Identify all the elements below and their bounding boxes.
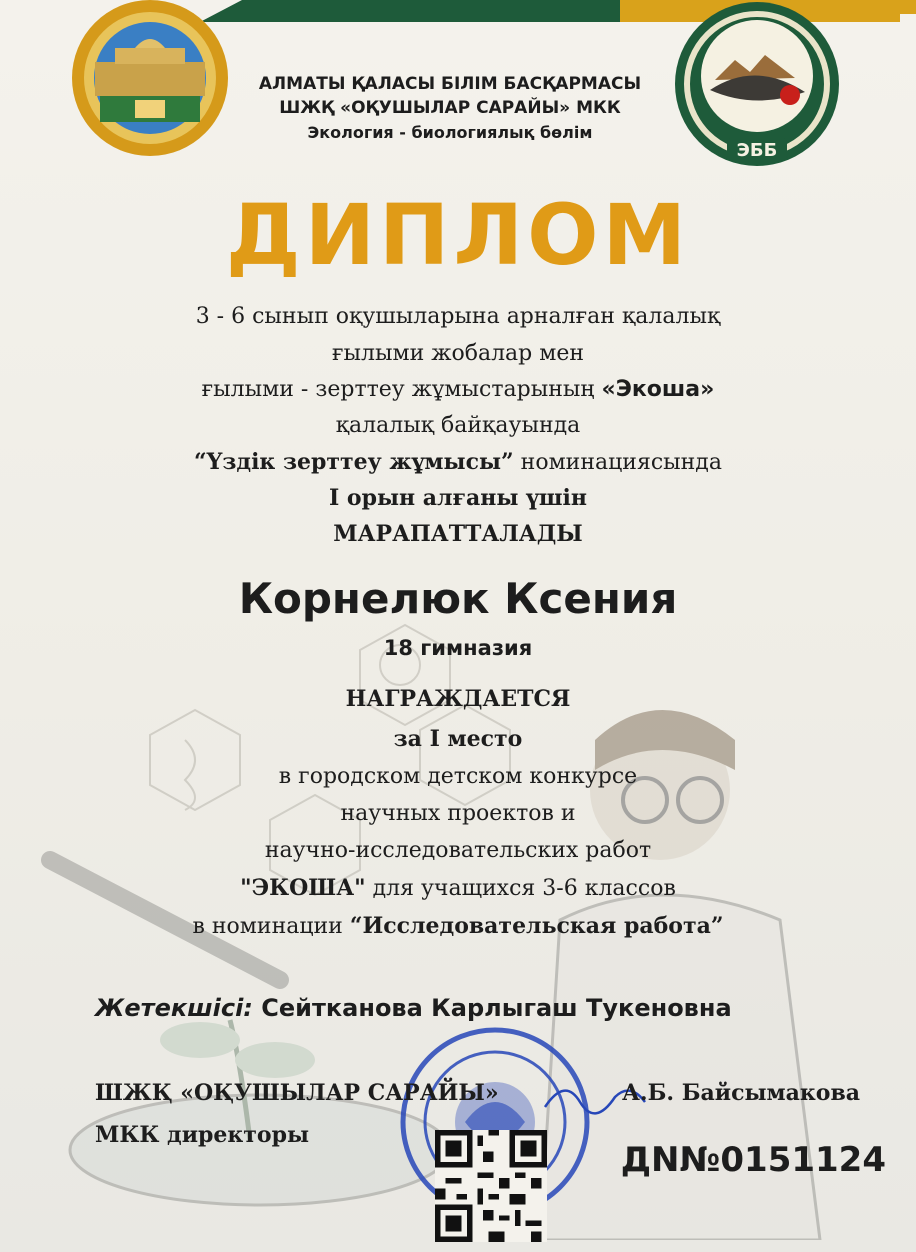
ru-line-6-plain: для учащихся 3-6 классов [365,876,676,901]
ru-place: за I место [393,726,523,752]
diploma-title: ДИПЛОМ [225,186,691,284]
ru-line-5: научно-исследовательских работ [264,838,652,863]
kz-line-4: қалалық байқауында [335,413,581,438]
org-line-1: АЛМАТЫ ҚАЛАСЫ БІЛІМ БАСҚАРМАСЫ [258,74,642,94]
director-org: ШЖҚ «ОҚУШЫЛАР САРАЙЫ» [95,1080,499,1106]
supervisor-name: Сейтканова Карлыгаш Тукеновна [252,994,732,1022]
director-name: А.Б. Байсымакова [622,1080,860,1106]
palace-emblem-logo [55,0,245,160]
kz-nomination: “Үздік зерттеу жұмысы” [194,449,514,475]
ru-awarded: НАГРАЖДАЕТСЯ [345,686,571,712]
qr-code [435,1130,547,1242]
kz-line-3-plain: ғылыми - зерттеу жұмыстарының [201,377,602,402]
ru-line-6 [0,875,916,901]
ru-line-7-plain: в номинации [192,914,350,939]
org-line-3: Экология - биологиялық бөлім [307,123,593,142]
kz-line-1: 3 - 6 сынып оқушыларына арналған қалалық [195,304,721,329]
ru-line-3: в городском детском конкурсе [278,764,638,789]
ebb-emblem-label: ЭББ [736,140,778,161]
kz-line-2: ғылыми жобалар мен [331,341,585,366]
kz-line-3-bold: «Экоша» [601,377,715,402]
recipient-name: Корнелюк Ксения [238,574,678,623]
kz-awarded: МАРАПАТТАЛАДЫ [333,521,583,547]
org-line-2: ШЖҚ «ОҚУШЫЛАР САРАЙЫ» МКК [279,98,621,118]
supervisor-label: Жетекшісі: [95,994,253,1022]
ru-line-7 [0,913,916,939]
kz-line-6: I орын алғаны үшін [328,485,588,511]
director-title: МКК директоры [95,1122,310,1148]
kz-line-3 [0,377,916,402]
kz-line-5 [0,449,916,475]
supervisor-line [95,994,732,1022]
ecology-eagle-logo [655,0,860,168]
kz-line-5-plain: номинациясында [513,450,722,475]
ru-contest-name: "ЭКОША" [240,875,366,901]
ru-nomination: “Исследовательская работа” [349,913,724,939]
recipient-school: 18 гимназия [383,636,533,660]
ru-line-4: научных проектов и [340,801,576,826]
diploma-number: ДN№0151124 [620,1140,886,1180]
